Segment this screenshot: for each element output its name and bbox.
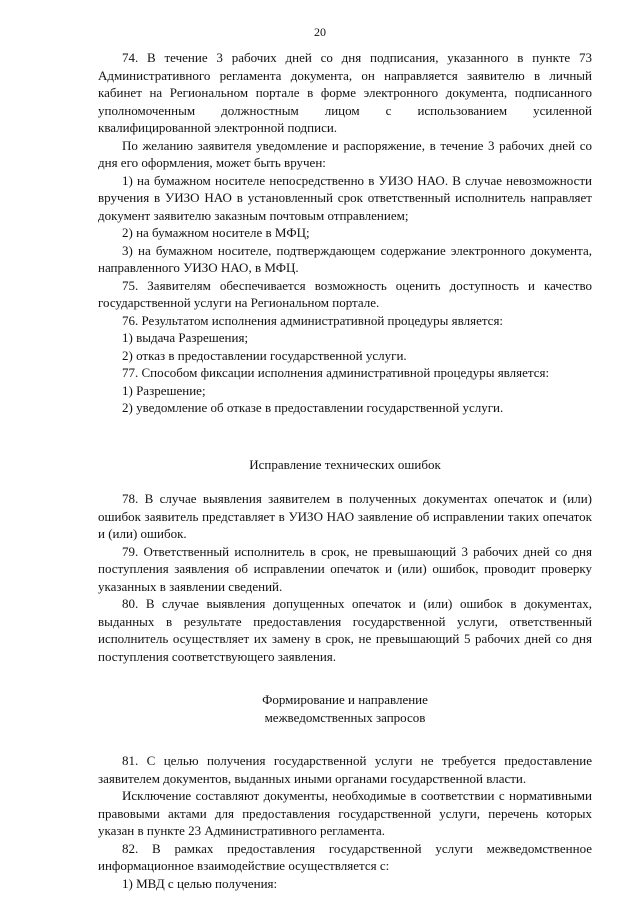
document-body (98, 49, 592, 892)
paragraph-81: 81. С целью получения государственной услуги не требуется предоставление заявителем документов, выданных иными органами государственной власти. (98, 753, 592, 786)
section-title-interagency-line1: Формирование и направление (262, 692, 428, 707)
paragraph-78: 78. В случае выявления заявителем в полученных документах опечаток и (или) ошибок заявитель представляет в УИЗО НАО заявление об исправлении таких опечаток и (или) ошибок. (98, 491, 592, 541)
paragraph-delivery-intro: По желанию заявителя уведомление и распоряжение, в течение 3 рабочих дней со дня его оформления, может быть вручен: (98, 137, 592, 170)
paragraph-77-2: 2) уведомление об отказе в предоставлении государственной услуги. (122, 400, 504, 415)
paragraph-82: 82. В рамках предоставления государственной услуги межведомственное информационное взаимодействие осуществляется с: (98, 840, 592, 873)
section-title-interagency-line2: межведомственных запросов (264, 709, 426, 725)
paragraph-76-1: 1) выдача Разрешения; (122, 330, 249, 345)
paragraph-delivery-1: 1) на бумажном носителе непосредственно в УИЗО НАО. В случае невозможности вручения в УИЗО НАО в установленный срок ответственный исполнитель направляет документ заявителю заказным почтовым отправлением; (98, 172, 592, 223)
paragraph-77: 77. Способом фиксации исполнения административной процедуры является: (122, 365, 550, 380)
paragraph-76: 76. Результатом исполнения административной процедуры является: (122, 312, 504, 328)
paragraph-76-2: 2) отказ в предоставлении государственной услуги. (122, 347, 407, 363)
paragraph-74: 74. В течение 3 рабочих дней со дня подписания, указанного в пункте 73 Административного регламента документа, он направляется заявителю в личный кабинет на Региональном портале в форме электронного документа, подписанного уполномоченным должностным лицом с использованием усиленной квалифицированной электронной подписи. (98, 50, 592, 135)
paragraph-delivery-3: 3) на бумажном носителе, подтверждающем содержание электронного документа, направленного УИЗО НАО, в МФЦ. (98, 242, 592, 275)
paragraph-79: 79. Ответственный исполнитель в срок, не превышающий 3 рабочих дней со дня поступления заявления об исправлении опечаток и (или) ошибок, проводит проверку указанных в заявлении сведений. (98, 543, 592, 594)
page-number: 20 (314, 25, 326, 39)
paragraph-exception: Исключение составляют документы, необходимые в соответствии с нормативными правовыми актами для предоставления государственной услуги, перечень которых указан в пункте 23 Административного регламента. (98, 788, 592, 838)
spacer (98, 417, 592, 456)
paragraph-77-1: 1) Разрешение; (122, 382, 206, 398)
paragraph-80: 80. В случае выявления допущенных опечаток и (или) ошибок в документах, выданных в результате предоставления государственной услуги, ответственный исполнитель осуществляет их замену в срок, не превышающий 5 рабочих дней со дня поступления соответствующего заявления. (98, 596, 592, 664)
paragraph-75: 75. Заявителям обеспечивается возможность оценить доступность и качество государственной услуги на Региональном портале. (98, 277, 592, 310)
spacer (98, 665, 592, 691)
section-title-error-correction: Исправление технических ошибок (249, 456, 441, 472)
paragraph-delivery-2: 2) на бумажном носителе в МФЦ; (122, 225, 310, 240)
paragraph-82-1: 1) МВД с целью получения: (122, 875, 278, 891)
spacer (98, 726, 592, 752)
spacer (98, 473, 592, 490)
